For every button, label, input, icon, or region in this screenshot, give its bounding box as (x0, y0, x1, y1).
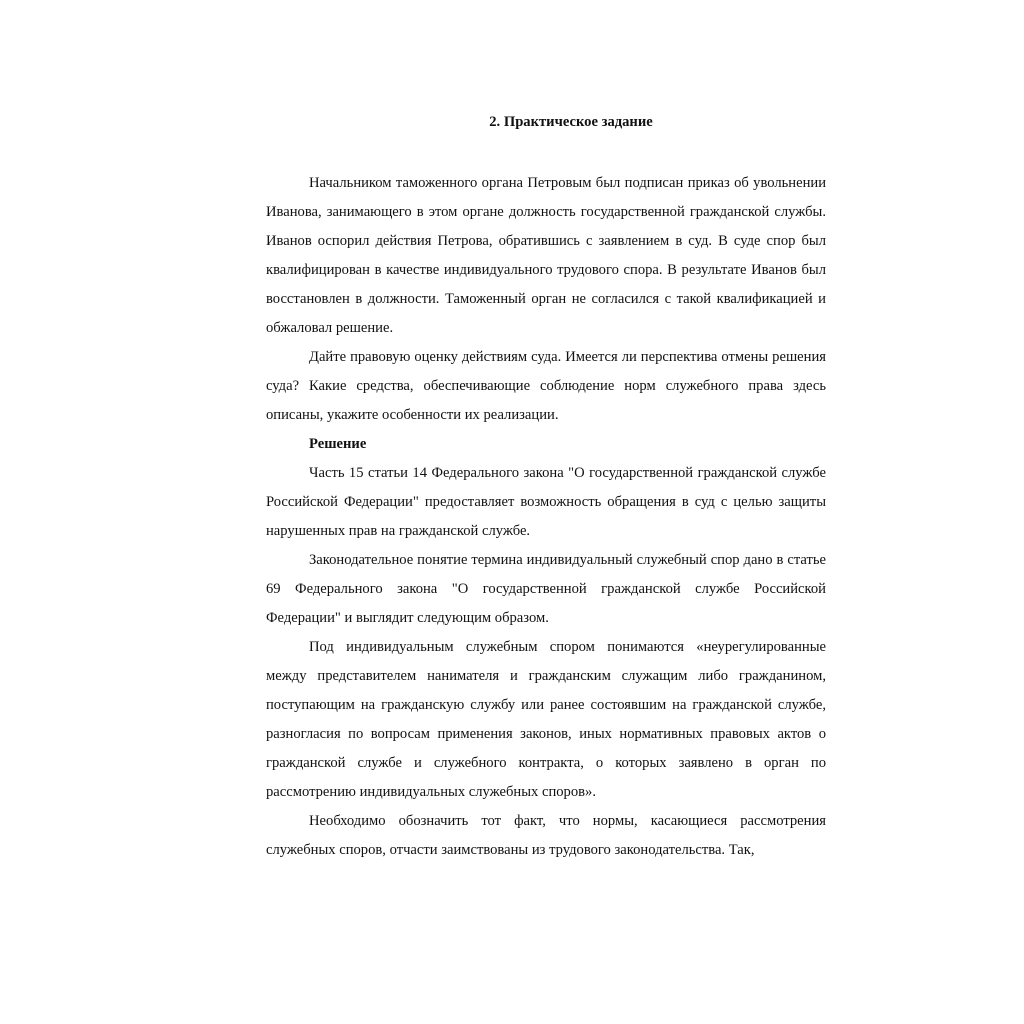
document-page (266, 108, 826, 865)
page-title: 2. Практическое задание (489, 114, 653, 130)
solution-paragraph-3: Под индивидуальным служебным спором понимаются «неурегулированные между представителем нанимателя и гражданским служащим либо гражданином, поступающим на гражданскую службу или ранее состоявшим на гражданской службе, разногласия по вопросам применения законов, иных нормативных правовых актов о гражданской службе и служебного контракта, о которых заявлено в орган по рассмотрению индивидуальных служебных споров». (266, 639, 826, 800)
solution-paragraph-4: Необходимо обозначить тот факт, что нормы, касающиеся рассмотрения служебных споров, отчасти заимствованы из трудового законодательства. Так, (266, 813, 826, 858)
solution-heading: Решение (309, 436, 367, 452)
solution-paragraph-1: Часть 15 статьи 14 Федерального закона "О государственной гражданской службе Российской Федерации" предоставляет возможность обращения в суд с целью защиты нарушенных прав на гражданской службе. (266, 465, 826, 539)
solution-paragraph-2: Законодательное понятие термина индивидуальный служебный спор дано в статье 69 Федерального закона "О государственной гражданской службе Российской Федерации" и выглядит следующим образом. (266, 552, 826, 626)
task-paragraph-2: Дайте правовую оценку действиям суда. Имеется ли перспектива отмены решения суда? Какие средства, обеспечивающие соблюдение норм служебного права здесь описаны, укажите особенности их реализации. (266, 349, 826, 423)
task-paragraph-1: Начальником таможенного органа Петровым был подписан приказ об увольнении Иванова, занимающего в этом органе должность государственной гражданской службы. Иванов оспорил действия Петрова, обратившись с заявлением в суд. В суде спор был квалифицирован в качестве индивидуального трудового спора. В результате Иванов был восстановлен в должности. Таможенный орган не согласился с такой квалификацией и обжаловал решение. (266, 175, 826, 336)
